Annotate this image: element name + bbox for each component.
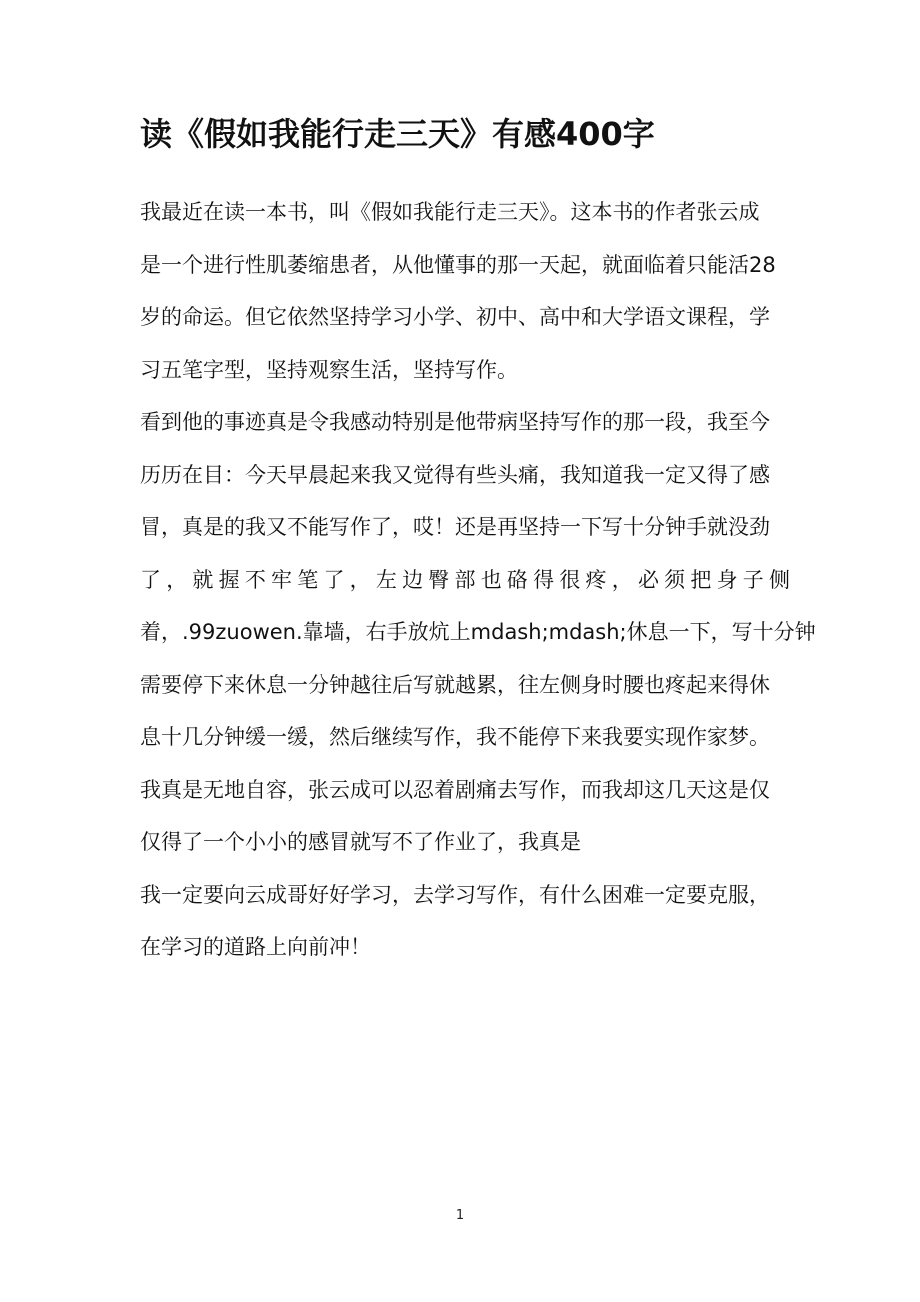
text-line: 我真是无地自容，张云成可以忍着剧痛去写作，而我却这几天这是仅 xyxy=(140,777,770,802)
text-line: 着，.99zuowen.靠墙，右手放炕上mdash;mdash;休息一下，写十分钟 xyxy=(140,620,816,644)
document-body xyxy=(140,190,816,978)
text-line: 看到他的事迹真是令我感动特别是他带病坚持写作的那一段，我至今 xyxy=(140,410,770,434)
text-line: 需要停下来休息一分钟越往后写就越累，往左侧身时腰也疼起来得休 xyxy=(140,672,770,697)
text-line: 习五笔字型，坚持观察生活，坚持写作。 xyxy=(140,357,518,382)
text-line: 岁的命运。但它依然坚持学习小学、初中、高中和大学语文课程，学 xyxy=(140,305,770,329)
text-line: 仅得了一个小小的感冒就写不了作业了，我真是 xyxy=(140,830,581,854)
text-line: 是一个进行性肌萎缩患者，从他懂事的那一天起，就面临着只能活28 xyxy=(140,252,776,277)
document-title: 读《假如我能行走三天》有感400字 xyxy=(140,115,655,153)
text-line: 我一定要向云成哥好好学习，去学习写作，有什么困难一定要克服， xyxy=(140,882,770,907)
text-line: 历历在目：今天早晨起来我又觉得有些头痛，我知道我一定又得了感 xyxy=(140,462,770,487)
text-line: 息十几分钟缓一缓，然后继续写作，我不能停下来我要实现作家梦。 xyxy=(140,725,770,749)
text-line: 在学习的道路上向前冲！ xyxy=(140,935,371,959)
text-line: 我最近在读一本书，叫《假如我能行走三天》。这本书的作者张云成 xyxy=(140,200,760,224)
page-number: 1 xyxy=(455,1208,465,1223)
text-line: 了，就握不牢笔了，左边臀部也硌得很疼，必须把身子侧 xyxy=(140,567,790,592)
text-line: 冒，真是的我又不能写作了，哎！还是再坚持一下写十分钟手就没劲 xyxy=(140,515,770,539)
